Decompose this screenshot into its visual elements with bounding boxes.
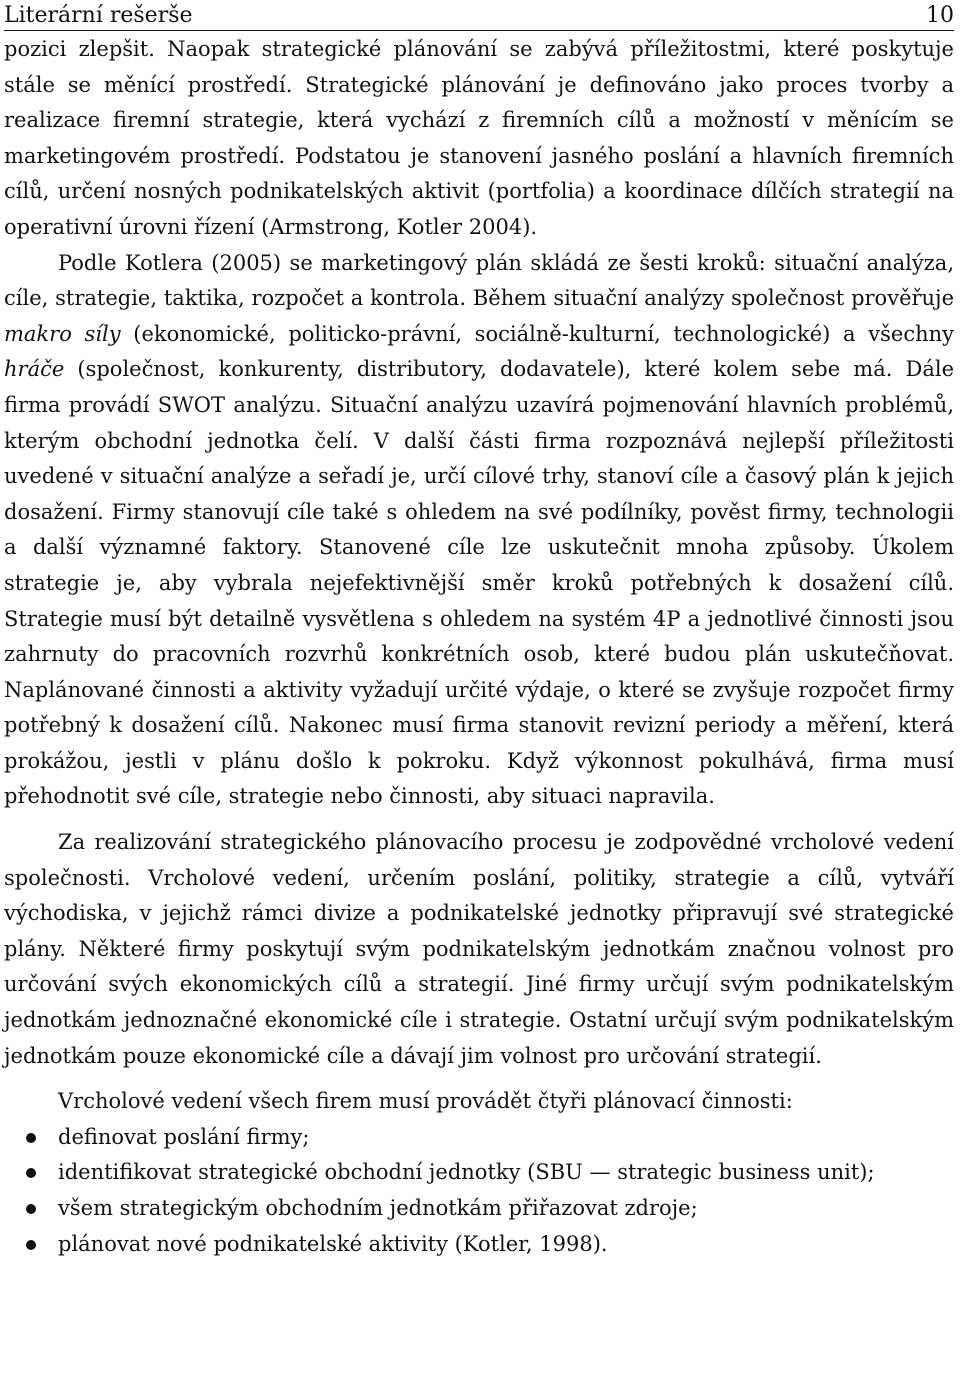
paragraph-1 bbox=[4, 32, 954, 246]
paragraph-4 bbox=[4, 1084, 954, 1120]
document-page bbox=[4, 0, 954, 1395]
paragraph-2-emphasis-hrace: hráče bbox=[4, 357, 65, 382]
bullet-icon bbox=[26, 1168, 36, 1178]
list-item bbox=[4, 1191, 954, 1227]
list-item-text: plánovat nové podnikatelské aktivity (Kotler, 1998). bbox=[58, 1231, 608, 1256]
bullet-list bbox=[4, 1120, 954, 1262]
page-number: 10 bbox=[926, 3, 954, 28]
running-header bbox=[4, 0, 954, 31]
paragraph-3-text: Za realizování strategického plánovacího procesu je zodpovědné vrcholové vedení společnosti. Vrcholové vedení, určením poslání, politiky, strategie a cílů, vytváří východiska, v jejichž rámci divize a podnikatelské jednotky připravují své strategické plány. Některé firmy poskytují svým podnikatelským jednotkám značnou volnost pro určování svých ekonomických cílů a strategií. Jiné firmy určují svým podnikatelským jednotkám jednoznačné ekonomické cíle i strategie. Ostatní určují svým podnikatelským jednotkám pouze ekonomické cíle a dávají jim volnost pro určování strategií. bbox=[4, 830, 954, 1068]
paragraph-2-text-c: (společnost, konkurenty, distributory, dodavatele), které kolem sebe má. Dále firma provádí SWOT analýzu. Situační analýzu uzavírá pojmenování hlavních problémů, kterým obchodní jednotka čelí. V další části firma rozpoznává nejlepší příležitosti uvedené v situační analýze a seřadí je, určí cílové trhy, stanoví cíle a časový plán k jejich dosažení. Firmy stanovují cíle také s ohledem na své podílníky, pověst firmy, technologii a další významné faktory. Stanovené cíle lze uskutečnit mnoha způsoby. Úkolem strategie je, aby vybrala nejefektivnější směr kroků potřebných k dosažení cílů. Strategie musí být detailně vysvětlena s ohledem na systém 4P a jednotlivé činnosti jsou zahrnuty do pracovních rozvrhů konkrétních osob, které budou plán uskutečňovat. Naplánované činnosti a aktivity vyžadují určité výdaje, o které se zvyšuje rozpočet firmy potřebný k dosažení cílů. Nakonec musí firma stanovit revizní periody a měření, která prokážou, jestli v plánu došlo k pokroku. Když výkonnost pokulhává, firma musí přehodnotit své cíle, strategie nebo činnosti, aby situaci napravila. bbox=[4, 357, 954, 809]
header-title: Literární rešerše bbox=[4, 3, 193, 28]
bullet-icon bbox=[26, 1240, 36, 1250]
list-item bbox=[4, 1155, 954, 1191]
paragraph-2-text-a: Podle Kotlera (2005) se marketingový plán skládá ze šesti kroků: situační analýza, cíle, strategie, taktika, rozpočet a kontrola. Během situační analýzy společnost prověřuje bbox=[4, 250, 954, 311]
paragraph-1-text: pozici zlepšit. Naopak strategické plánování se zabývá příležitostmi, které poskytuje stále se měnící prostředí. Strategické plánování je definováno jako proces tvorby a realizace firemní strategie, která vychází z firemních cílů a možností v měnícím se marketingovém prostředí. Podstatou je stanovení jasného poslání a hlavních firemních cílů, určení nosných podnikatelských aktivit (portfolia) a koordinace dílčích strategií na operativní úrovni řízení (Armstrong, Kotler 2004). bbox=[4, 37, 954, 239]
paragraph-2 bbox=[4, 246, 954, 816]
list-item bbox=[4, 1120, 954, 1156]
list-item-text: všem strategickým obchodním jednotkám přiřazovat zdroje; bbox=[58, 1196, 698, 1220]
body-text bbox=[4, 32, 954, 1262]
paragraph-2-text-b: (ekonomické, politicko-právní, sociálně-kulturní, technologické) a všechny bbox=[120, 321, 954, 346]
bullet-icon bbox=[26, 1204, 36, 1214]
paragraph-4-text: Vrcholové vedení všech firem musí provádět čtyři plánovací činnosti: bbox=[58, 1089, 793, 1114]
list-item bbox=[4, 1227, 954, 1263]
paragraph-3 bbox=[4, 825, 954, 1074]
list-item-text: identifikovat strategické obchodní jednotky (SBU — strategic business unit); bbox=[58, 1160, 875, 1185]
bullet-icon bbox=[26, 1133, 36, 1143]
paragraph-2-emphasis-makro-sily: makro síly bbox=[4, 321, 121, 346]
list-item-text: definovat poslání firmy; bbox=[58, 1124, 310, 1149]
